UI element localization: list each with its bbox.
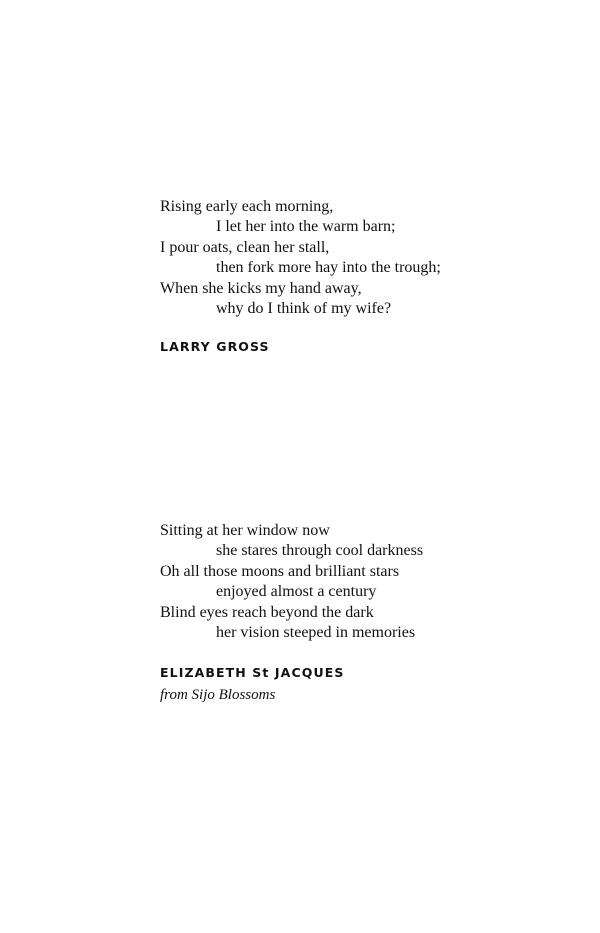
poem-line: then fork more hay into the trough; [216,259,441,277]
poem-larry-gross [160,197,560,319]
poem-author: LARRY GROSS [160,339,270,354]
poem-line: Blind eyes reach beyond the dark [160,603,374,621]
poem-line: her vision steeped in memories [216,624,416,642]
poem-author: ELIZABETH St JACQUES [160,665,345,680]
poem-line: she stares through cool darkness [216,542,424,560]
poem-line: I pour oats, clean her stall, [160,238,330,256]
poem-line: enjoyed almost a century [216,583,377,601]
poem-line: Rising early each morning, [160,198,334,215]
poem-line: When she kicks my hand away, [160,279,362,297]
poem-line: I let her into the warm barn; [216,218,396,236]
poem-line: why do I think of my wife? [216,300,392,318]
poem-line: Oh all those moons and brilliant stars [160,562,400,580]
poem-source: from Sijo Blossoms [160,687,276,703]
poem-elizabeth-st-jacques [160,521,560,643]
poem-line: Sitting at her window now [160,522,330,539]
